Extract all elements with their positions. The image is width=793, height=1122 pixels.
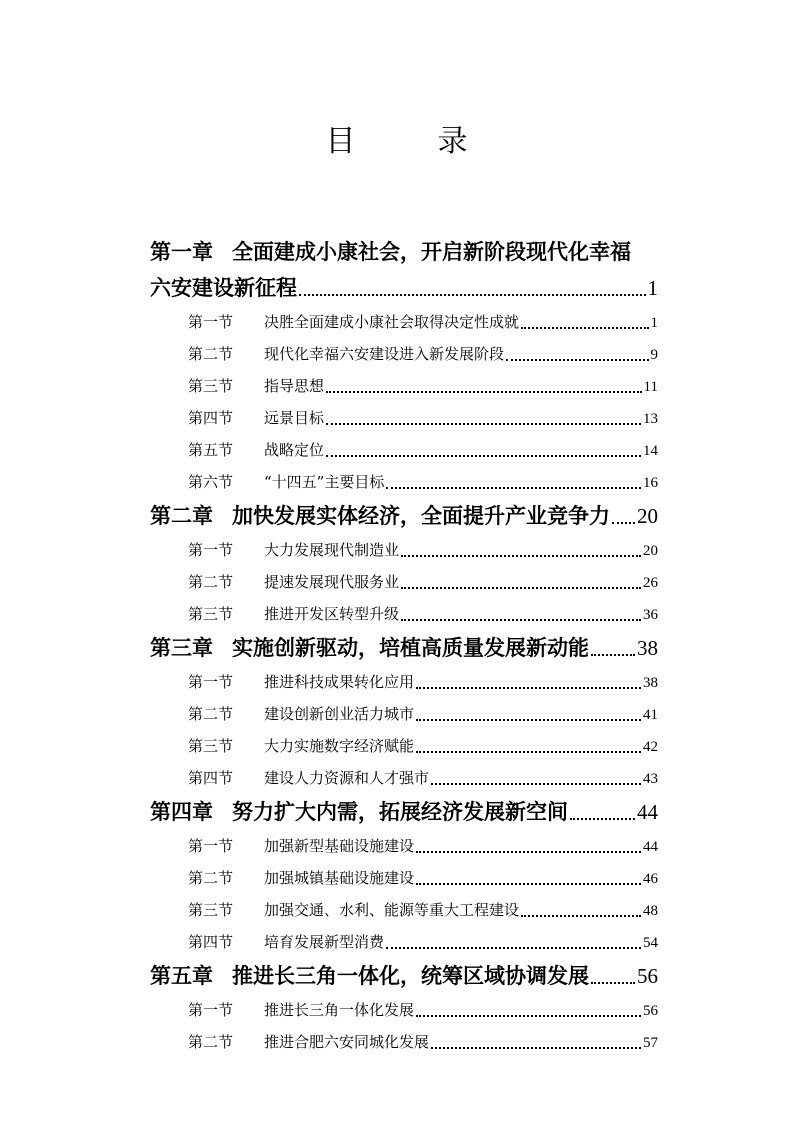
page-number: 14 xyxy=(643,443,658,459)
toc-section[interactable] xyxy=(150,1026,658,1058)
page-number: 41 xyxy=(643,707,658,723)
section-number: 第三节 xyxy=(188,605,234,623)
section-number: 第三节 xyxy=(188,737,234,755)
dot-leader xyxy=(612,522,635,524)
section-number: 第四节 xyxy=(188,409,234,427)
section-number: 第三节 xyxy=(188,901,234,919)
page-number: 11 xyxy=(643,379,658,395)
page-number: 44 xyxy=(637,800,658,824)
chapter-number: 第五章 xyxy=(150,964,213,988)
toc-chapter-1[interactable] xyxy=(150,270,658,306)
dot-leader xyxy=(326,423,641,425)
page-number: 20 xyxy=(643,543,658,559)
page-number: 16 xyxy=(643,475,658,491)
section-number: 第三节 xyxy=(188,377,234,395)
dot-leader xyxy=(386,947,641,949)
page-number: 20 xyxy=(637,504,658,528)
toc-chapter-1-heading[interactable] xyxy=(150,234,658,270)
toc-section[interactable] xyxy=(150,534,658,566)
dot-leader xyxy=(416,719,641,721)
page-number: 57 xyxy=(643,1035,658,1051)
toc-chapter-3[interactable] xyxy=(150,630,658,666)
section-title: 加强城镇基础设施建设 xyxy=(264,869,415,887)
section-title: 远景目标 xyxy=(264,409,325,427)
section-number: 第二节 xyxy=(188,345,234,363)
chapter-title: 加快发展实体经济，全面提升产业竞争力 xyxy=(232,504,610,528)
toc-section[interactable] xyxy=(150,566,658,598)
section-title: 推进开发区转型升级 xyxy=(264,605,400,623)
section-title: 推进合肥六安同城化发展 xyxy=(264,1033,430,1051)
section-number: 第四节 xyxy=(188,933,234,951)
toc-section[interactable] xyxy=(150,402,658,434)
chapter-title: 全面建成小康社会，开启新阶段现代化幸福 xyxy=(232,240,631,264)
toc-section[interactable] xyxy=(150,338,658,370)
section-number: 第一节 xyxy=(188,313,234,331)
section-number: 第一节 xyxy=(188,1001,234,1019)
toc-section[interactable] xyxy=(150,762,658,794)
page-number: 44 xyxy=(643,839,658,855)
dot-leader xyxy=(416,687,641,689)
section-number: 第二节 xyxy=(188,869,234,887)
toc-section[interactable] xyxy=(150,926,658,958)
page-number: 26 xyxy=(643,575,658,591)
toc-chapter-4[interactable] xyxy=(150,794,658,830)
toc-section[interactable] xyxy=(150,730,658,762)
section-title: 大力发展现代制造业 xyxy=(264,541,400,559)
page-number: 9 xyxy=(650,347,658,363)
toc-section[interactable] xyxy=(150,994,658,1026)
chapter-number: 第三章 xyxy=(150,636,213,660)
toc-chapter-2[interactable] xyxy=(150,498,658,534)
toc-section[interactable] xyxy=(150,830,658,862)
page-number: 38 xyxy=(643,675,658,691)
page-number: 46 xyxy=(643,871,658,887)
dot-leader xyxy=(401,555,641,557)
toc-section[interactable] xyxy=(150,894,658,926)
section-title: 建设创新创业活力城市 xyxy=(264,705,415,723)
dot-leader xyxy=(431,1047,641,1049)
chapter-title: 实施创新驱动，培植高质量发展新动能 xyxy=(232,636,589,660)
dot-leader xyxy=(416,851,641,853)
section-title: 推进长三角一体化发展 xyxy=(264,1001,415,1019)
section-number: 第二节 xyxy=(188,705,234,723)
dot-leader xyxy=(591,982,635,984)
page-title: 目 录 xyxy=(325,124,494,159)
section-title: 现代化幸福六安建设进入新发展阶段 xyxy=(264,345,505,363)
toc-section[interactable] xyxy=(150,434,658,466)
dot-leader xyxy=(299,294,646,296)
page-number: 48 xyxy=(643,903,658,919)
chapter-number: 第一章 xyxy=(150,240,213,264)
toc-section[interactable] xyxy=(150,306,658,338)
section-title: 加强交通、水利、能源等重大工程建设 xyxy=(264,901,520,919)
page-number: 1 xyxy=(647,276,658,300)
section-number: 第一节 xyxy=(188,837,234,855)
dot-leader xyxy=(521,327,648,329)
dot-leader xyxy=(416,1015,641,1017)
section-title: 决胜全面建成小康社会取得决定性成就 xyxy=(264,313,520,331)
page-number: 1 xyxy=(650,315,658,331)
dot-leader xyxy=(591,654,635,656)
section-number: 第四节 xyxy=(188,769,234,787)
page-number: 36 xyxy=(643,607,658,623)
section-title: “十四五”主要目标 xyxy=(264,473,385,491)
section-title: 培育发展新型消费 xyxy=(264,933,385,951)
toc-section[interactable] xyxy=(150,466,658,498)
section-number: 第六节 xyxy=(188,473,234,491)
page-number: 56 xyxy=(643,1003,658,1019)
section-number: 第五节 xyxy=(188,441,234,459)
chapter-number: 第二章 xyxy=(150,504,213,528)
dot-leader xyxy=(416,751,641,753)
section-number: 第一节 xyxy=(188,673,234,691)
dot-leader xyxy=(401,587,641,589)
dot-leader xyxy=(570,818,635,820)
toc-chapter-5[interactable] xyxy=(150,958,658,994)
dot-leader xyxy=(521,915,641,917)
page-number: 54 xyxy=(643,935,658,951)
page-number: 38 xyxy=(637,636,658,660)
section-title: 战略定位 xyxy=(264,441,325,459)
toc-section[interactable] xyxy=(150,862,658,894)
dot-leader xyxy=(431,783,641,785)
chapter-title-continued: 六安建设新征程 xyxy=(150,276,297,300)
section-title: 提速发展现代服务业 xyxy=(264,573,400,591)
page-number: 56 xyxy=(637,964,658,988)
page-number: 42 xyxy=(643,739,658,755)
toc-section[interactable] xyxy=(150,370,658,402)
toc-section[interactable] xyxy=(150,598,658,630)
dot-leader xyxy=(401,619,641,621)
section-number: 第二节 xyxy=(188,573,234,591)
section-number: 第二节 xyxy=(188,1033,234,1051)
chapter-number: 第四章 xyxy=(150,800,213,824)
toc-section[interactable] xyxy=(150,698,658,730)
section-title: 推进科技成果转化应用 xyxy=(264,673,415,691)
table-of-contents xyxy=(150,234,658,1058)
section-number: 第一节 xyxy=(188,541,234,559)
section-title: 加强新型基础设施建设 xyxy=(264,837,415,855)
dot-leader xyxy=(386,487,641,489)
dot-leader xyxy=(326,455,641,457)
section-title: 建设人力资源和人才强市 xyxy=(264,769,430,787)
chapter-title: 推进长三角一体化，统筹区域协调发展 xyxy=(232,964,589,988)
page-number: 13 xyxy=(643,411,658,427)
dot-leader xyxy=(506,359,648,361)
section-title: 指导思想 xyxy=(264,377,325,395)
dot-leader xyxy=(416,883,641,885)
toc-section[interactable] xyxy=(150,666,658,698)
section-title: 大力实施数字经济赋能 xyxy=(264,737,415,755)
chapter-title: 努力扩大内需，拓展经济发展新空间 xyxy=(232,800,568,824)
page-number: 43 xyxy=(643,771,658,787)
dot-leader xyxy=(326,391,642,393)
